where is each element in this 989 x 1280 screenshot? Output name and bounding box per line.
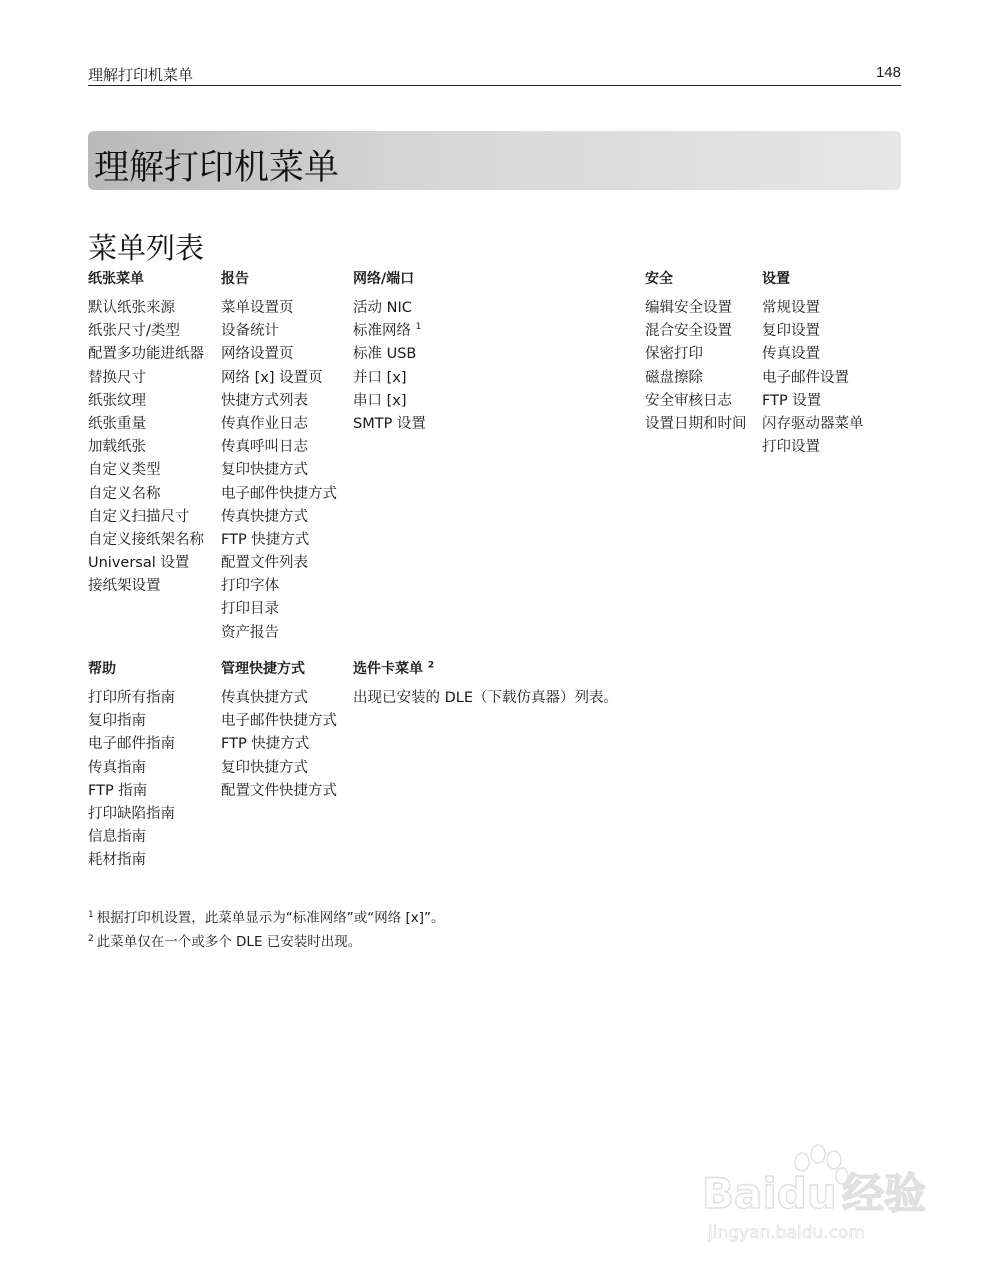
column-heading: 帮助 bbox=[88, 661, 116, 677]
column-items bbox=[645, 297, 747, 436]
list-item: 打印缺陷指南 bbox=[88, 805, 175, 822]
list-item: FTP 快捷方式 bbox=[221, 531, 310, 548]
list-item: 电子邮件设置 bbox=[762, 369, 849, 386]
list-item: 接纸架设置 bbox=[88, 578, 161, 595]
watermark-brand: Baidu bbox=[702, 1169, 837, 1218]
column-heading: 网络/端口 bbox=[353, 271, 415, 287]
list-item: 并口 [x] bbox=[353, 369, 407, 386]
list-item: 复印设置 bbox=[762, 323, 820, 340]
list-item: 磁盘擦除 bbox=[645, 369, 703, 386]
list-item: 传真作业日志 bbox=[221, 415, 308, 432]
list-item: FTP 设置 bbox=[762, 392, 822, 409]
list-item: 菜单设置页 bbox=[221, 300, 294, 316]
list-item: 信息指南 bbox=[88, 829, 146, 846]
footnote-marker: 2 bbox=[88, 933, 94, 944]
footnote bbox=[88, 906, 445, 930]
list-item: 标准 USB bbox=[353, 346, 417, 363]
section-title: 菜单列表 bbox=[88, 231, 205, 265]
watermark-url: jingyan.baidu.com bbox=[708, 1223, 865, 1243]
list-item: 自定义名称 bbox=[88, 485, 161, 502]
list-item: 自定义接纸架名称 bbox=[88, 531, 204, 548]
list-item: 快捷方式列表 bbox=[221, 392, 308, 409]
list-item: 串口 [x] bbox=[353, 392, 407, 409]
list-item: 网络 [x] 设置页 bbox=[221, 369, 323, 386]
column-heading: 报告 bbox=[221, 271, 249, 287]
list-item: FTP 快捷方式 bbox=[221, 736, 310, 753]
list-item: 传真呼叫日志 bbox=[221, 439, 308, 456]
list-item: 配置多功能进纸器 bbox=[88, 346, 204, 363]
chapter-banner bbox=[88, 131, 901, 190]
column-heading: 安全 bbox=[645, 271, 673, 287]
list-item: 纸张纹理 bbox=[88, 392, 146, 409]
list-item: 设置日期和时间 bbox=[645, 415, 747, 432]
menu-column-manage-shortcuts bbox=[221, 659, 337, 803]
list-item: 保密打印 bbox=[645, 346, 703, 363]
list-item: 自定义类型 bbox=[88, 462, 161, 479]
footnote-marker: 1 bbox=[415, 322, 422, 333]
list-item: 纸张重量 bbox=[88, 415, 146, 432]
column-heading-label: 选件卡菜单 bbox=[353, 661, 423, 677]
list-item: 纸张尺寸/类型 bbox=[88, 323, 180, 340]
list-item: 打印设置 bbox=[762, 439, 820, 456]
list-item: 替换尺寸 bbox=[88, 369, 146, 386]
list-item: 配置文件列表 bbox=[221, 555, 308, 572]
column-items bbox=[88, 297, 204, 598]
list-item: 资产报告 bbox=[221, 624, 279, 641]
column-heading bbox=[353, 659, 618, 679]
list-item bbox=[353, 320, 426, 343]
list-item: Universal 设置 bbox=[88, 555, 190, 572]
list-item: 网络设置页 bbox=[221, 346, 294, 363]
list-item: 常规设置 bbox=[762, 300, 820, 316]
column-items bbox=[353, 297, 426, 436]
column-items bbox=[88, 687, 175, 873]
footnote-marker: 1 bbox=[88, 909, 94, 920]
list-item: 传真快捷方式 bbox=[221, 690, 308, 706]
column-items bbox=[221, 297, 337, 645]
baidu-jingyan-watermark bbox=[700, 1140, 940, 1260]
menu-column-network-ports bbox=[353, 269, 426, 436]
menu-column-settings bbox=[762, 269, 864, 459]
menu-column-reports bbox=[221, 269, 337, 645]
footnotes bbox=[88, 906, 445, 954]
list-item: FTP 指南 bbox=[88, 782, 148, 799]
menu-column-option-card bbox=[353, 659, 618, 710]
header-rule bbox=[88, 85, 901, 86]
list-item: 打印字体 bbox=[221, 578, 279, 595]
list-item: 传真设置 bbox=[762, 346, 820, 363]
watermark-brand-cn: 经验 bbox=[842, 1169, 927, 1218]
list-item: 安全审核日志 bbox=[645, 392, 732, 409]
footnote-text: 根据打印机设置，此菜单显示为“标准网络”或“网络 [x]”。 bbox=[96, 910, 445, 926]
list-item: 复印快捷方式 bbox=[221, 759, 308, 776]
header-title: 理解打印机菜单 bbox=[88, 66, 194, 84]
list-item: 复印指南 bbox=[88, 713, 146, 730]
list-item: 编辑安全设置 bbox=[645, 300, 732, 316]
menu-column-security bbox=[645, 269, 747, 436]
list-item: 加载纸张 bbox=[88, 439, 146, 456]
list-item: 传真指南 bbox=[88, 759, 146, 776]
list-item: 复印快捷方式 bbox=[221, 462, 308, 479]
list-item: SMTP 设置 bbox=[353, 415, 426, 432]
list-item: 出现已安装的 DLE（下载仿真器）列表。 bbox=[353, 690, 619, 706]
list-item: 耗材指南 bbox=[88, 852, 146, 869]
list-item: 电子邮件指南 bbox=[88, 736, 175, 753]
list-item: 自定义扫描尺寸 bbox=[88, 508, 190, 525]
column-heading: 纸张菜单 bbox=[88, 271, 144, 287]
menu-column-paper bbox=[88, 269, 204, 598]
list-item: 设备统计 bbox=[221, 323, 279, 340]
column-heading: 管理快捷方式 bbox=[221, 661, 305, 677]
footnote bbox=[88, 930, 445, 954]
column-items bbox=[762, 297, 864, 459]
column-items bbox=[353, 687, 618, 710]
list-item: 默认纸张来源 bbox=[88, 300, 175, 316]
column-heading: 设置 bbox=[762, 271, 790, 287]
list-item: 打印目录 bbox=[221, 601, 279, 618]
list-item: 闪存驱动器菜单 bbox=[762, 415, 864, 432]
footnote-marker: 2 bbox=[427, 660, 435, 671]
column-items bbox=[221, 687, 337, 803]
list-item: 电子邮件快捷方式 bbox=[221, 713, 337, 730]
chapter-title: 理解打印机菜单 bbox=[94, 148, 340, 188]
list-item: 混合安全设置 bbox=[645, 323, 732, 340]
list-item: 配置文件快捷方式 bbox=[221, 782, 337, 799]
page-number: 148 bbox=[875, 64, 901, 81]
footnote-text: 此菜单仅在一个或多个 DLE 已安装时出现。 bbox=[96, 934, 362, 950]
menu-column-help bbox=[88, 659, 175, 873]
list-item-label: 标准网络 bbox=[353, 323, 411, 340]
list-item: 打印所有指南 bbox=[88, 690, 175, 706]
list-item: 活动 NIC bbox=[353, 300, 412, 316]
list-item: 传真快捷方式 bbox=[221, 508, 308, 525]
list-item: 电子邮件快捷方式 bbox=[221, 485, 337, 502]
